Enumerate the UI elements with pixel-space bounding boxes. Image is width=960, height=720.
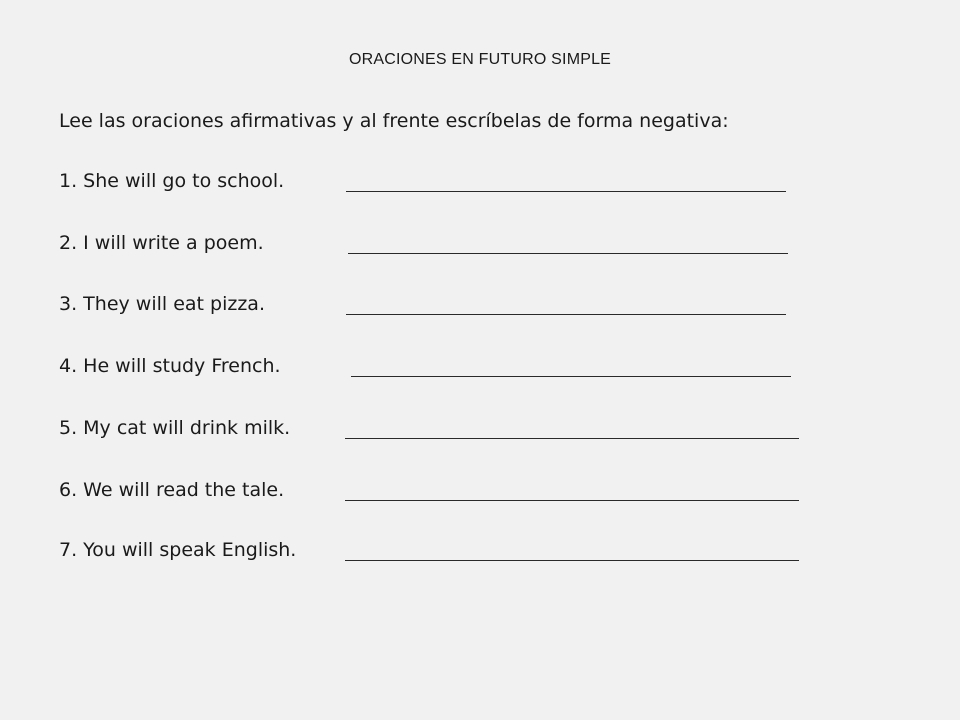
answer-line[interactable] bbox=[346, 314, 786, 315]
sentence-text: 3. They will eat pizza. bbox=[59, 293, 265, 315]
answer-line[interactable] bbox=[351, 376, 791, 377]
worksheet-instruction: Lee las oraciones afirmativas y al frente escríbelas de forma negativa: bbox=[59, 110, 729, 132]
sentence-text: 7. You will speak English. bbox=[59, 539, 297, 561]
sentence-text: 1. She will go to school. bbox=[59, 170, 285, 192]
sentence-text: 4. He will study French. bbox=[59, 355, 281, 377]
sentence-text: 5. My cat will drink milk. bbox=[59, 417, 291, 439]
answer-line[interactable] bbox=[345, 438, 799, 439]
answer-line[interactable] bbox=[348, 253, 788, 254]
worksheet-title: ORACIONES EN FUTURO SIMPLE bbox=[348, 51, 612, 68]
answer-line[interactable] bbox=[345, 560, 799, 561]
sentence-text: 6. We will read the tale. bbox=[59, 479, 285, 501]
answer-line[interactable] bbox=[345, 500, 799, 501]
sentence-text: 2. I will write a poem. bbox=[59, 232, 264, 254]
answer-line[interactable] bbox=[346, 191, 786, 192]
